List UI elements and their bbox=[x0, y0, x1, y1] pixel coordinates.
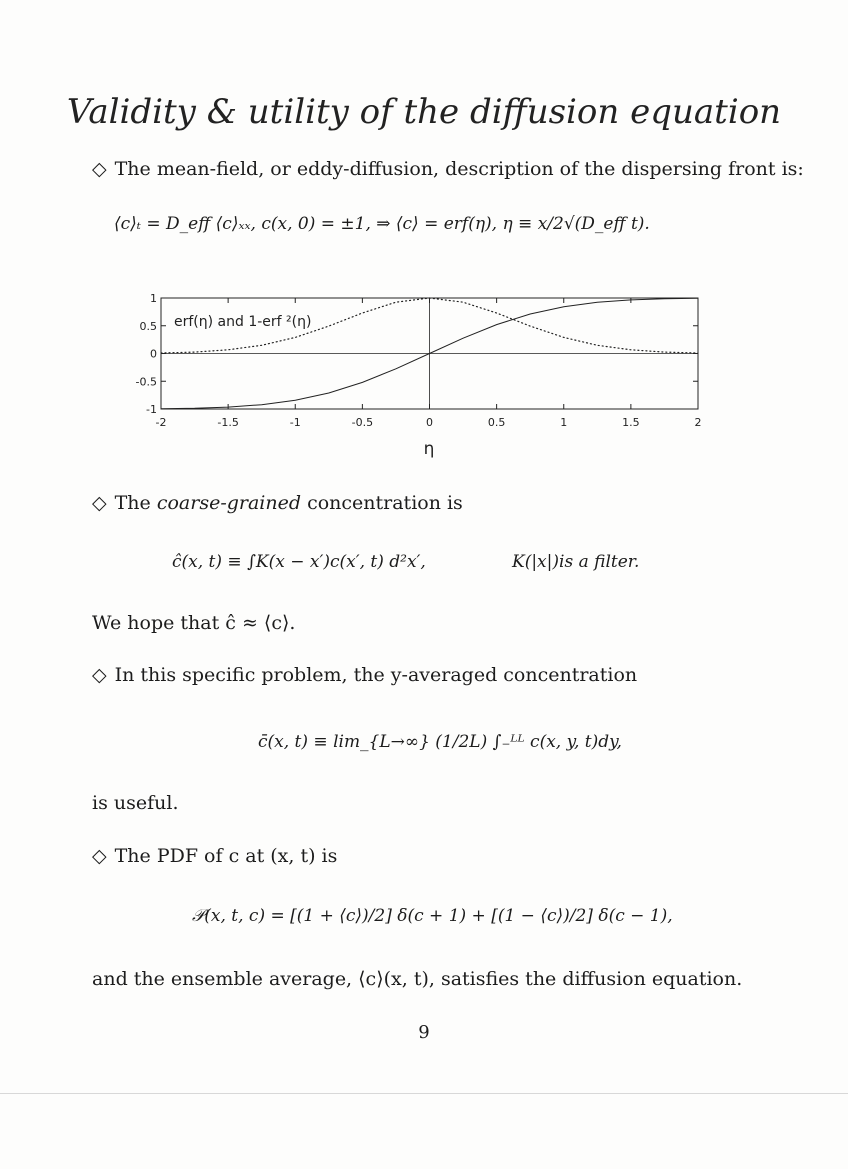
paragraph-useful: is useful. bbox=[92, 792, 179, 814]
y-tick-label: 1 bbox=[150, 292, 157, 305]
paper-edge bbox=[0, 1093, 848, 1094]
y-tick-label: 0.5 bbox=[139, 319, 157, 333]
x-tick-label: 1 bbox=[560, 416, 568, 429]
paragraph-mean-field bbox=[92, 158, 804, 180]
diamond-bullet-icon: ◇ bbox=[92, 158, 107, 180]
y-tick-label: 0 bbox=[150, 347, 157, 361]
axis-ticks bbox=[136, 292, 702, 429]
paragraph-hope: We hope that ĉ ≈ ⟨c⟩. bbox=[92, 612, 296, 634]
paragraph-pdf bbox=[92, 845, 337, 867]
y-averaged-text: In this specific problem, the y-averaged concentration bbox=[114, 664, 638, 686]
coarse-text-pre: The bbox=[114, 492, 157, 514]
y-tick-label: -0.5 bbox=[135, 375, 157, 389]
x-axis-label: η bbox=[423, 439, 435, 459]
diamond-bullet-icon: ◇ bbox=[92, 845, 107, 867]
x-tick-label: -1.5 bbox=[217, 416, 239, 429]
x-tick-label: -1 bbox=[289, 416, 301, 429]
page-number: 9 bbox=[418, 1022, 430, 1043]
mean-field-text: The mean-field, or eddy-diffusion, description of the dispersing front is: bbox=[114, 158, 804, 180]
equation-coarse-grained: ĉ(x, t) ≡ ∫K(x − x′)c(x′, t) d²x′, bbox=[172, 552, 426, 572]
coarse-text-post: concentration is bbox=[301, 492, 463, 514]
paragraph-coarse-grained bbox=[92, 492, 463, 514]
x-tick-label: 0.5 bbox=[487, 416, 506, 429]
erf-chart bbox=[128, 290, 718, 460]
diamond-bullet-icon: ◇ bbox=[92, 664, 107, 686]
equation-erf-solution: ⟨c⟩ₜ = D_eff ⟨c⟩ₓₓ, c(x, 0) = ±1, ⇒ ⟨c⟩ = erf(η), η ≡ x/2√(D_eff t). bbox=[114, 214, 650, 234]
x-tick-label: 0 bbox=[426, 416, 433, 429]
x-tick-label: -2 bbox=[155, 416, 167, 429]
equation-pdf: 𝒫(x, t, c) = [(1 + ⟨c⟩)/2] δ(c + 1) + [(1 − ⟨c⟩)/2] δ(c − 1), bbox=[192, 906, 673, 926]
paragraph-y-averaged bbox=[92, 664, 637, 686]
x-tick-label: 1.5 bbox=[622, 416, 640, 429]
paragraph-ensemble: and the ensemble average, ⟨c⟩(x, t), satisfies the diffusion equation. bbox=[92, 968, 743, 990]
page-title: Validity & utility of the diffusion equation bbox=[66, 92, 782, 132]
x-tick-label: 2 bbox=[694, 416, 702, 429]
y-tick-label: -1 bbox=[146, 403, 157, 416]
coarse-text-emphasis: coarse-grained bbox=[156, 492, 302, 514]
diamond-bullet-icon: ◇ bbox=[92, 492, 107, 514]
filter-note: K(|x|)is a filter. bbox=[512, 552, 640, 572]
x-tick-label: -0.5 bbox=[351, 416, 374, 429]
equation-y-average: c̄(x, t) ≡ lim_{L→∞} (1/2L) ∫₋ᴸᴸ c(x, y, t)dy, bbox=[258, 732, 622, 752]
pdf-text: The PDF of c at (x, t) is bbox=[114, 845, 338, 867]
chart-legend-text: erf(η) and 1-erf ²(η) bbox=[174, 314, 312, 330]
